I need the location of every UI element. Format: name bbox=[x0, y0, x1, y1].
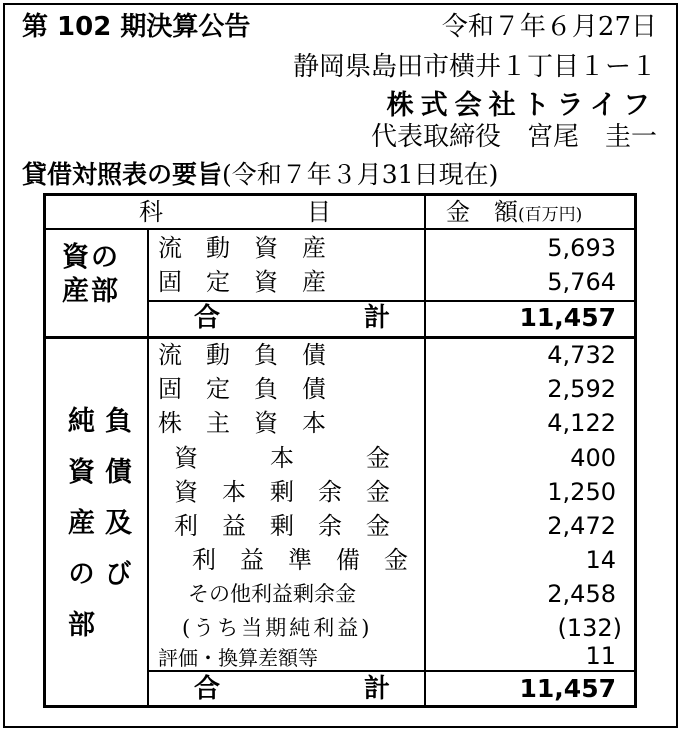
liability-row-label: 利 益 準 備 金 bbox=[192, 546, 408, 574]
balance-sheet-title-main: 貸借対照表の要旨 bbox=[22, 160, 223, 189]
liability-row-label: 資 本 金 bbox=[174, 444, 390, 472]
balance-sheet-table bbox=[43, 193, 637, 708]
item-column-header: 科 目 bbox=[139, 198, 331, 226]
liability-row-value: 400 bbox=[570, 444, 616, 472]
liability-row-value: 11 bbox=[585, 642, 616, 670]
liability-row-label: 固 定 負 債 bbox=[158, 375, 326, 403]
company-name: 株式会社トライフ bbox=[386, 90, 657, 121]
assets-total-label-a: 合 bbox=[194, 303, 221, 333]
liability-row-value: 4,122 bbox=[547, 409, 616, 437]
company-address: 静岡県島田市横井１丁目１ー１ bbox=[292, 52, 657, 82]
assets-total-value: 11,457 bbox=[519, 303, 616, 332]
liability-row-label: 株 主 資 本 bbox=[158, 409, 326, 437]
liability-row-value: 1,250 bbox=[547, 478, 616, 506]
liabilities-total-label-b: 計 bbox=[364, 674, 391, 704]
notice-date: 令和７年６月27日 bbox=[441, 12, 657, 42]
asset-row-value: 5,764 bbox=[547, 268, 616, 296]
liability-row-label: 利 益 剰 余 金 bbox=[174, 512, 390, 540]
liability-row-label: 評価・換算差額等 bbox=[158, 646, 318, 670]
liability-row-value: 2,592 bbox=[547, 375, 616, 403]
representative: 代表取締役 宮尾 圭一 bbox=[370, 122, 657, 152]
liabilities-total-label-a: 合 bbox=[194, 674, 221, 704]
unit-label: (百万円) bbox=[518, 205, 583, 225]
balance-sheet-date: (令和７年３月31日現在) bbox=[222, 160, 499, 189]
liability-row-label: その他利益剰余金 bbox=[188, 582, 356, 606]
balance-sheet-title bbox=[22, 160, 498, 190]
asset-row-value: 5,693 bbox=[547, 234, 616, 262]
liability-row-value: 4,732 bbox=[547, 341, 616, 369]
liability-row-value: 14 bbox=[585, 546, 616, 574]
asset-row-label: 流 動 資 産 bbox=[158, 234, 326, 262]
liability-row-label: 資 本 剰 余 金 bbox=[174, 478, 390, 506]
section-divider bbox=[46, 336, 634, 339]
assets-section-label-2: 産部 bbox=[62, 276, 120, 307]
assets-total-label-b: 計 bbox=[364, 303, 391, 333]
assets-total-divider bbox=[147, 300, 634, 302]
assets-section-label-1: 資の bbox=[62, 242, 120, 273]
amount-column-header bbox=[446, 198, 582, 229]
liabilities-section-label-1: 負債及び bbox=[100, 406, 131, 610]
liability-row-label: 流 動 負 債 bbox=[158, 341, 326, 369]
notice-title: 第 102 期決算公告 bbox=[22, 12, 251, 42]
liabilities-total-value: 11,457 bbox=[519, 674, 616, 703]
asset-row-label: 固 定 資 産 bbox=[158, 268, 326, 296]
liability-row-value: 2,472 bbox=[547, 512, 616, 540]
liabilities-section-label-2: 純資産の部 bbox=[63, 406, 94, 661]
liability-row-value: 2,458 bbox=[547, 580, 616, 608]
amount-header-label: 金 額 bbox=[446, 198, 518, 226]
liability-row-label: (うち当期純利益) bbox=[182, 616, 373, 640]
liability-row-value: (132) bbox=[557, 614, 622, 642]
